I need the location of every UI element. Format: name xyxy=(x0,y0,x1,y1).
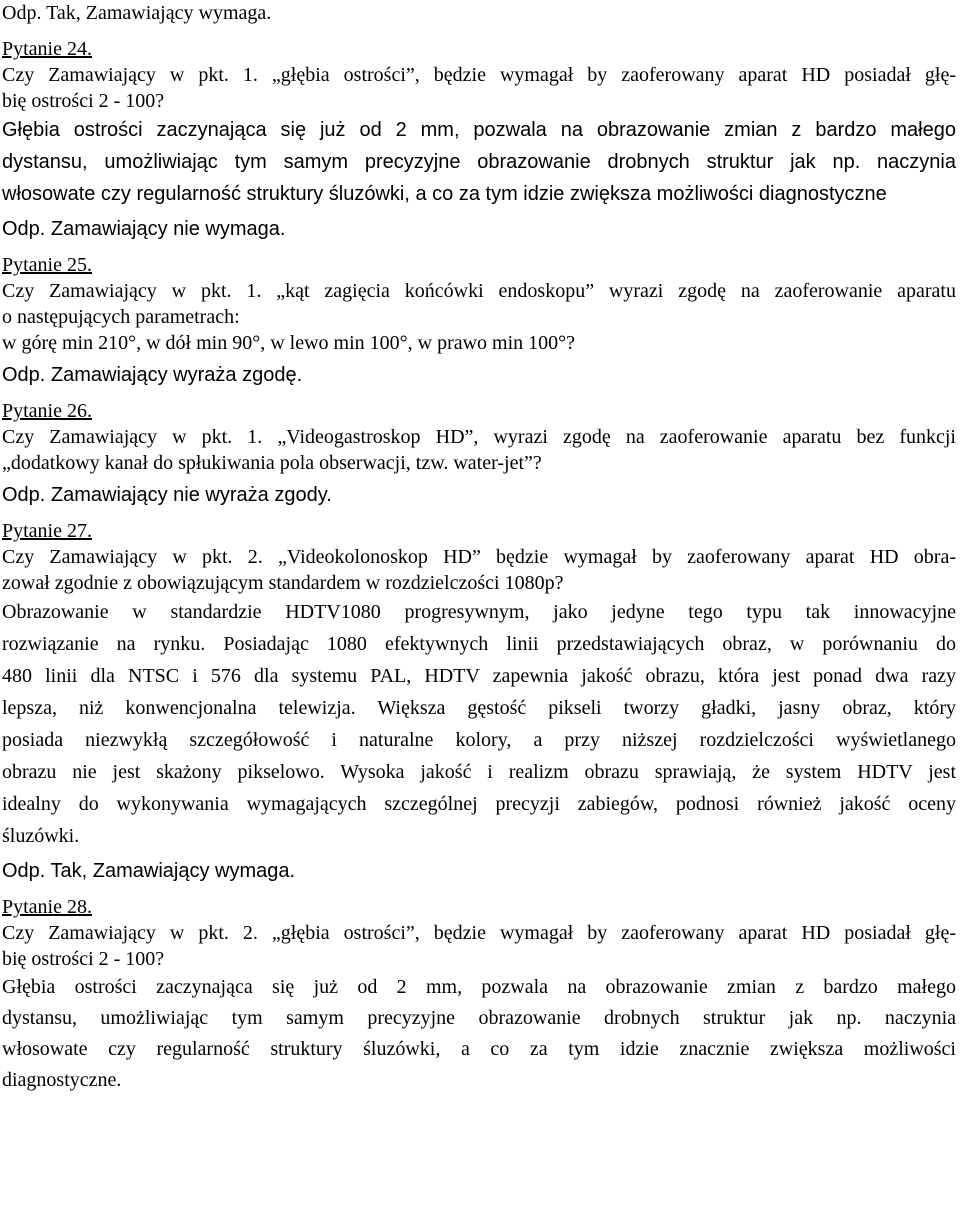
explanation-text: diagnostyczne. xyxy=(2,1069,122,1091)
question-text: o następujących parametrach: xyxy=(2,306,240,328)
question-text: „dodatkowy kanał do spłukiwania pola obserwacji, tzw. water-jet”? xyxy=(2,452,542,474)
explanation-text: rozwiązanie na rynku. Posiadając 1080 efektywnych linii przedstawiających obraz, w porównaniu do xyxy=(2,633,956,655)
explanation-text: Głębia ostrości zaczynająca się już od 2 mm, pozwala na obrazowanie zmian z bardzo małego xyxy=(2,976,956,998)
explanation-text: idealny do wykonywania wymagających szczególnej precyzji zabiegów, podnosi również jakość oceny xyxy=(2,793,956,815)
answer-text: Odp. Zamawiający nie wymaga. xyxy=(2,218,286,240)
question-text: Czy Zamawiający w pkt. 1. „kąt zagięcia końcówki endoskopu” wyrazi zgodę na zaoferowanie aparatu xyxy=(2,280,956,302)
explanation-text: włosowate czy regularność struktury śluzówki, a co za tym idzie zwiększa możliwości diagnostyczne xyxy=(2,183,887,205)
explanation-text: 480 linii dla NTSC i 576 dla systemu PAL, HDTV zapewnia jakość obrazu, która jest ponad dwa razy xyxy=(2,665,956,687)
question-text: Czy Zamawiający w pkt. 1. „głębia ostrości”, będzie wymagał by zaoferowany aparat HD posiadał głę- xyxy=(2,64,956,86)
question-text: bię ostrości 2 - 100? xyxy=(2,948,165,970)
explanation-text: posiada niezwykłą szczegółowość i naturalne kolory, a przy niższej rozdzielczości wyświetlanego xyxy=(2,729,956,751)
explanation-text: śluzówki. xyxy=(2,825,80,847)
question-heading-25: Pytanie 25. xyxy=(2,254,92,276)
question-text: Czy Zamawiający w pkt. 2. „głębia ostrości”, będzie wymagał by zaoferowany aparat HD posiadał głę- xyxy=(2,922,956,944)
question-text: zował zgodnie z obowiązującym standardem w rozdzielczości 1080p? xyxy=(2,572,564,594)
explanation-text: dystansu, umożliwiając tym samym precyzyjne obrazowanie drobnych struktur jak np. naczynia xyxy=(2,151,956,173)
explanation-text: dystansu, umożliwiając tym samym precyzyjne obrazowanie drobnych struktur jak np. naczynia xyxy=(2,1007,956,1029)
answer-text: Odp. Zamawiający wyraża zgodę. xyxy=(2,364,303,386)
explanation-text: obrazu nie jest skażony pikselowo. Wysoka jakość i realizm obrazu sprawiają, że system HDTV jest xyxy=(2,761,956,783)
explanation-text: Obrazowanie w standardzie HDTV1080 progresywnym, jako jedyne tego typu tak innowacyjne xyxy=(2,601,956,623)
answer-text: Odp. Tak, Zamawiający wymaga. xyxy=(2,860,296,882)
question-text: Czy Zamawiający w pkt. 1. „Videogastroskop HD”, wyrazi zgodę na zaoferowanie aparatu bez funkcji xyxy=(2,426,956,448)
explanation-text: lepsza, niż konwencjonalna telewizja. Większa gęstość pikseli tworzy gładki, jasny obraz, który xyxy=(2,697,956,719)
answer-text: Odp. Zamawiający nie wyraża zgody. xyxy=(2,484,332,506)
question-text: Czy Zamawiający w pkt. 2. „Videokolonoskop HD” będzie wymagał by zaoferowany aparat HD obra- xyxy=(2,546,956,568)
question-heading-28: Pytanie 28. xyxy=(2,896,92,918)
question-heading-26: Pytanie 26. xyxy=(2,400,92,422)
explanation-text: włosowate czy regularność struktury śluzówki, a co za tym idzie znacznie zwiększa możliwości xyxy=(2,1038,956,1060)
explanation-text: Głębia ostrości zaczynająca się już od 2 mm, pozwala na obrazowanie zmian z bardzo małego xyxy=(2,119,956,141)
question-text: bię ostrości 2 - 100? xyxy=(2,90,165,112)
question-text: w górę min 210°, w dół min 90°, w lewo min 100°, w prawo min 100°? xyxy=(2,332,576,354)
answer-text: Odp. Tak, Zamawiający wymaga. xyxy=(2,2,272,24)
question-heading-24: Pytanie 24. xyxy=(2,38,92,60)
question-heading-27: Pytanie 27. xyxy=(2,520,92,542)
